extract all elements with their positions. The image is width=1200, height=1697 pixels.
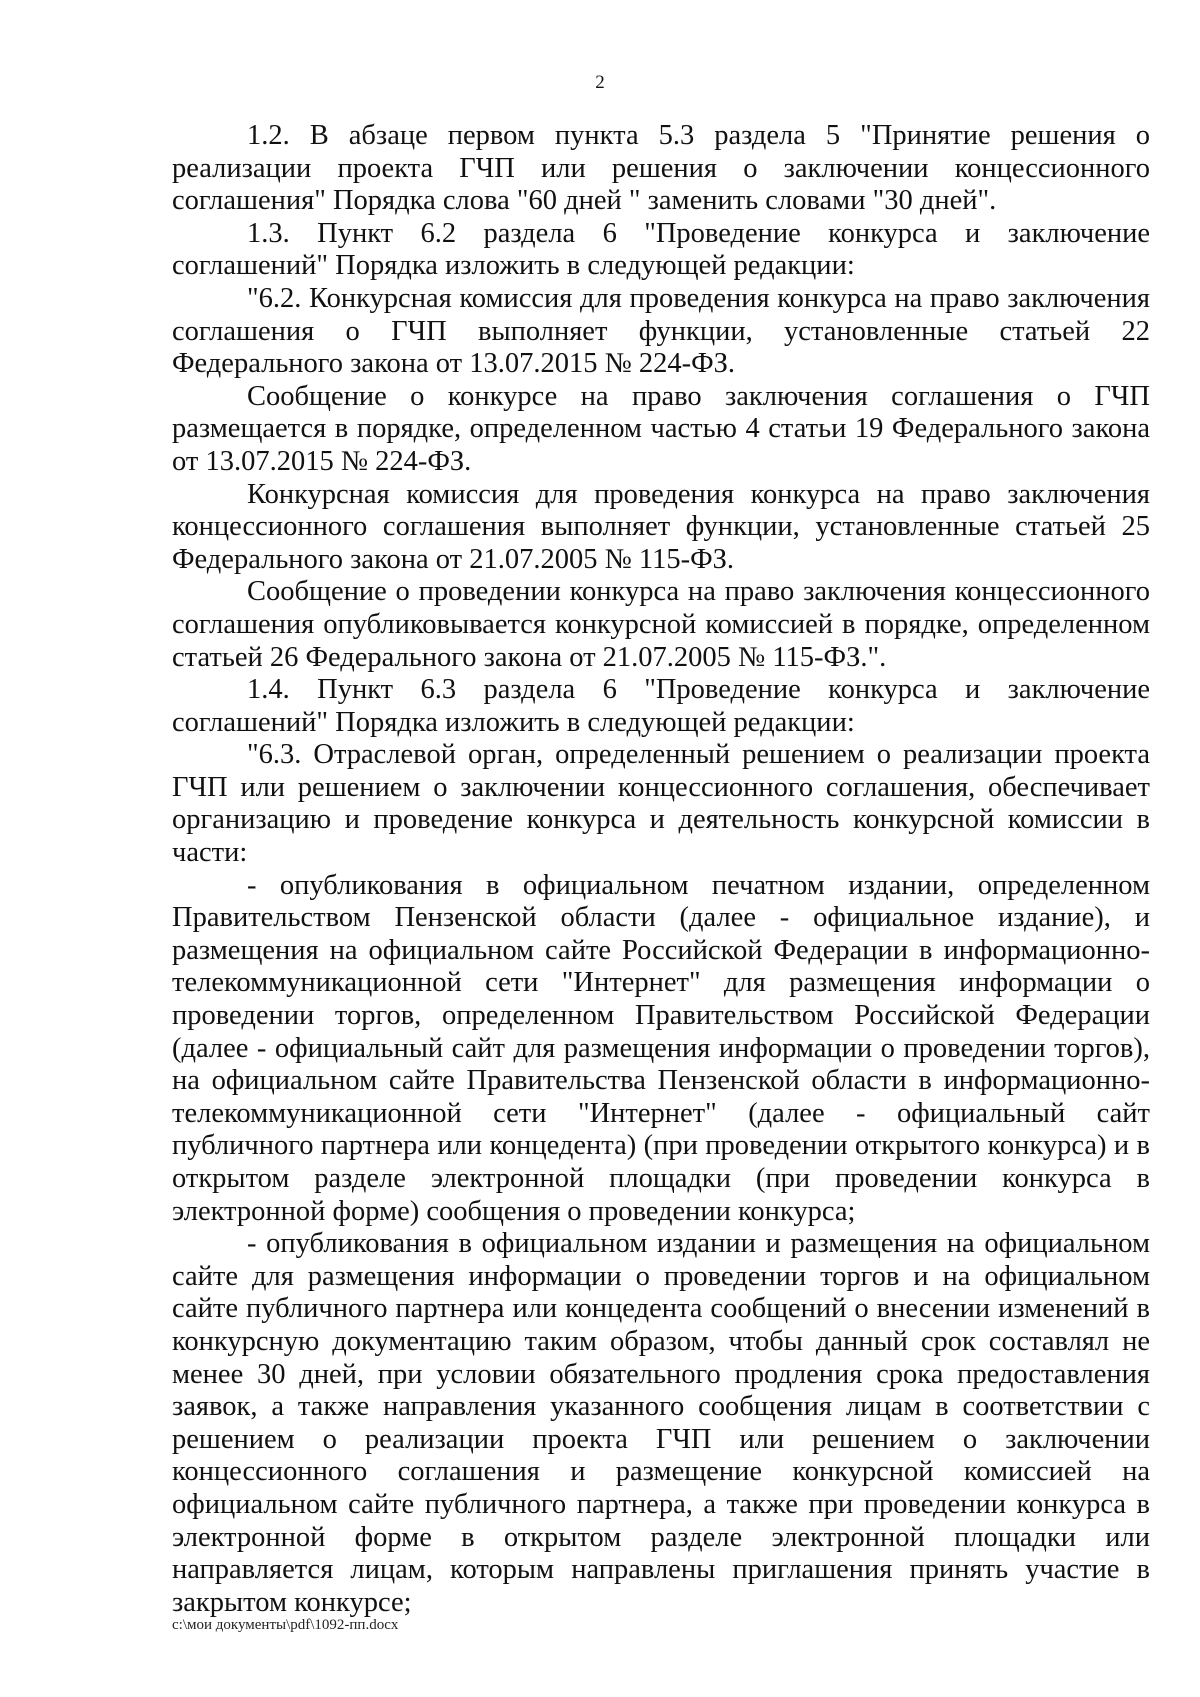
footer-file-path: c:\мои документы\pdf\1092-пп.docx	[172, 1617, 399, 1633]
list-item-publication: - опубликования в официальном печатном издании, определенном Правительством Пензенской области (далее - официальное издание), и размещения на официальном сайте Российской Федерации в информационно-телекоммуникационной сети "Интернет" для размещения информации о проведении торгов, определенном Правительством Российской Федерации (далее - официальный сайт для размещения информации о проведении торгов), на официальном сайте Правительства Пензенской области в информационно-телекоммуникационной сети "Интернет" (далее - официальный сайт публичного партнера или концедента) (при проведении открытого конкурса) и в открытом разделе электронной площадки (при проведении конкурса в электронной форме) сообщения о проведении конкурса;	[172, 869, 1150, 1227]
document-body	[172, 120, 1150, 1619]
page-number: 2	[595, 72, 605, 93]
paragraph-1-2: 1.2. В абзаце первом пункта 5.3 раздела 5 "Принятие решения о реализации проекта ГЧП или решения о заключении концессионного соглашения" Порядка слова "60 дней " заменить словами "30 дней".	[172, 120, 1150, 217]
paragraph-gchp-announcement: Сообщение о конкурсе на право заключения соглашения о ГЧП размещается в порядке, определенном частью 4 статьи 19 Федерального закона от 13.07.2015 № 224-ФЗ.	[172, 380, 1150, 477]
paragraph-6-3: "6.3. Отраслевой орган, определенный решением о реализации проекта ГЧП или решением о заключении концессионного соглашения, обеспечивает организацию и проведение конкурса и деятельность конкурсной комиссии в части:	[172, 739, 1150, 869]
paragraph-1-3: 1.3. Пункт 6.2 раздела 6 "Проведение конкурса и заключение соглашений" Порядка изложить в следующей редакции:	[172, 217, 1150, 282]
paragraph-concession-commission: Конкурсная комиссия для проведения конкурса на право заключения концессионного соглашения выполняет функции, установленные статьей 25 Федерального закона от 21.07.2005 № 115-ФЗ.	[172, 478, 1150, 575]
paragraph-1-4: 1.4. Пункт 6.3 раздела 6 "Проведение конкурса и заключение соглашений" Порядка изложить в следующей редакции:	[172, 674, 1150, 738]
paragraph-concession-announcement: Сообщение о проведении конкурса на право заключения концессионного соглашения опубликовывается конкурсной комиссией в порядке, определенном статьей 26 Федерального закона от 21.07.2005 № 115-ФЗ.".	[172, 576, 1150, 673]
list-item-changes-publication: - опубликования в официальном издании и размещения на официальном сайте для размещения информации о проведении торгов и на официальном сайте публичного партнера или концедента сообщений о внесении изменений в конкурсную документацию таким образом, чтобы данный срок составлял не менее 30 дней, при условии обязательного продления срока предоставления заявок, а также направления указанного сообщения лицам в соответствии с решением о реализации проекта ГЧП или решением о заключении концессионного соглашения и размещение конкурсной комиссией на официальном сайте публичного партнера, а также при проведении конкурса в электронной форме в открытом разделе электронной площадки или направляется лицам, которым направлены приглашения принять участие в закрытом конкурсе;	[172, 1228, 1150, 1618]
paragraph-6-2: "6.2. Конкурсная комиссия для проведения конкурса на право заключения соглашения о ГЧП выполняет функции, установленные статьей 22 Федерального закона от 13.07.2015 № 224-ФЗ.	[172, 282, 1150, 380]
